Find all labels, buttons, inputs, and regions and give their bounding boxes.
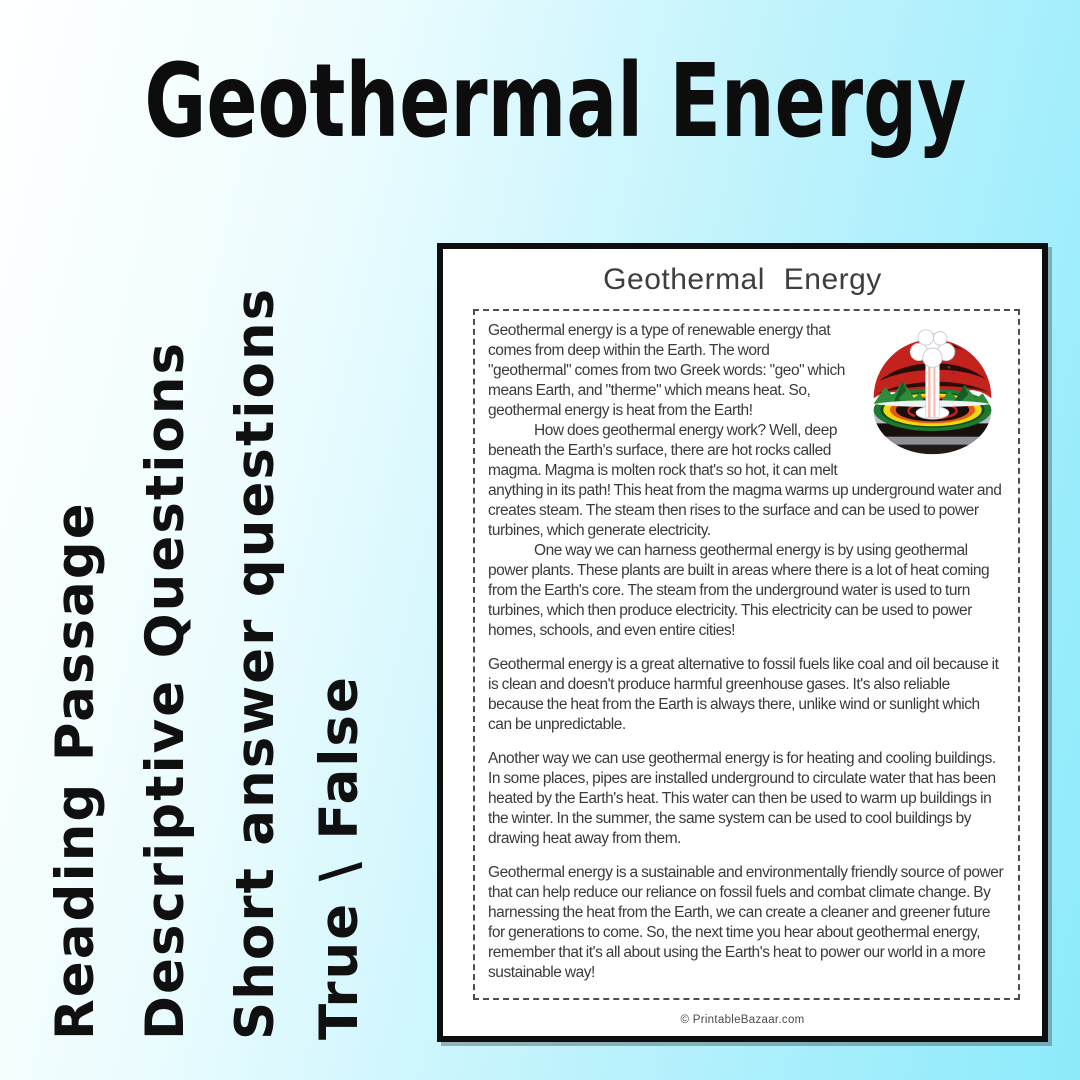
passage-paragraph-5: Another way we can use geothermal energy is for heating and cooling buildings. In some places, pipes are installed underground to circulate water that has been heated by the Earth's heat. This water can then be used to warm up buildings in the winter. In the summer, the same system can be used to cool buildings by drawing heat away from them. <box>488 750 996 847</box>
passage-paragraph-3: One way we can harness geothermal energy is by using geothermal power plants. These plants are built in areas where there is a lot of heat coming from the Earth's core. The steam from the underground water is used to turn turbines, which then produce electricity. This electricity can be used to power homes, schools, and even entire cities! <box>488 542 990 639</box>
worksheet-page <box>437 243 1048 1042</box>
copyright-footer: © PrintableBazaar.com <box>680 1014 805 1026</box>
poster-title: Geothermal Energy <box>144 42 967 161</box>
poster-title-wrap <box>0 42 1080 161</box>
passage-paragraph-4: Geothermal energy is a great alternative to fossil fuels like coal and oil because it is clean and doesn't produce harmful greenhouse gases. It's also reliable because the heat from the Earth is always there, unlike wind or sunlight which can be unpredictable. <box>488 656 999 733</box>
passage-paragraph-6: Geothermal energy is a sustainable and environmentally friendly source of power that can help reduce our reliance on fossil fuels and combat climate change. By harnessing the heat from the Earth, we can create a cleaner and greener future for generations to come. So, the next time you hear about geothermal energy, remember that it's all about using the Earth's heat to power our world in a more sustainable way! <box>488 864 1004 981</box>
geothermal-geyser-illustration <box>859 321 1006 461</box>
reading-passage-box <box>473 309 1020 1000</box>
worksheet-page-title: Geothermal Energy <box>603 263 882 296</box>
passage-paragraph-2: How does geothermal energy work? Well, deep beneath the Earth's surface, there are hot rocks called magma. Magma is molten rock that's so hot, it can melt anything in its path! This heat from the magma warms up underground water and creates steam. The steam then rises to the surface and can be used to power turbines, which generate electricity. <box>488 422 1002 539</box>
side-label-descriptive-questions: Descriptive Questions <box>135 340 196 1040</box>
passage-paragraph-1: Geothermal energy is a type of renewable energy that comes from deep within the Earth. The word "geothermal" comes from two Greek words: "geo" which means Earth, and "therme" which means heat. So, geothermal energy is heat from the Earth! <box>488 322 845 419</box>
side-label-short-answer-questions: Short answer questions <box>225 286 286 1040</box>
side-label-reading-passage: Reading Passage <box>45 501 106 1040</box>
side-label-true-false: True \ False <box>309 675 370 1040</box>
